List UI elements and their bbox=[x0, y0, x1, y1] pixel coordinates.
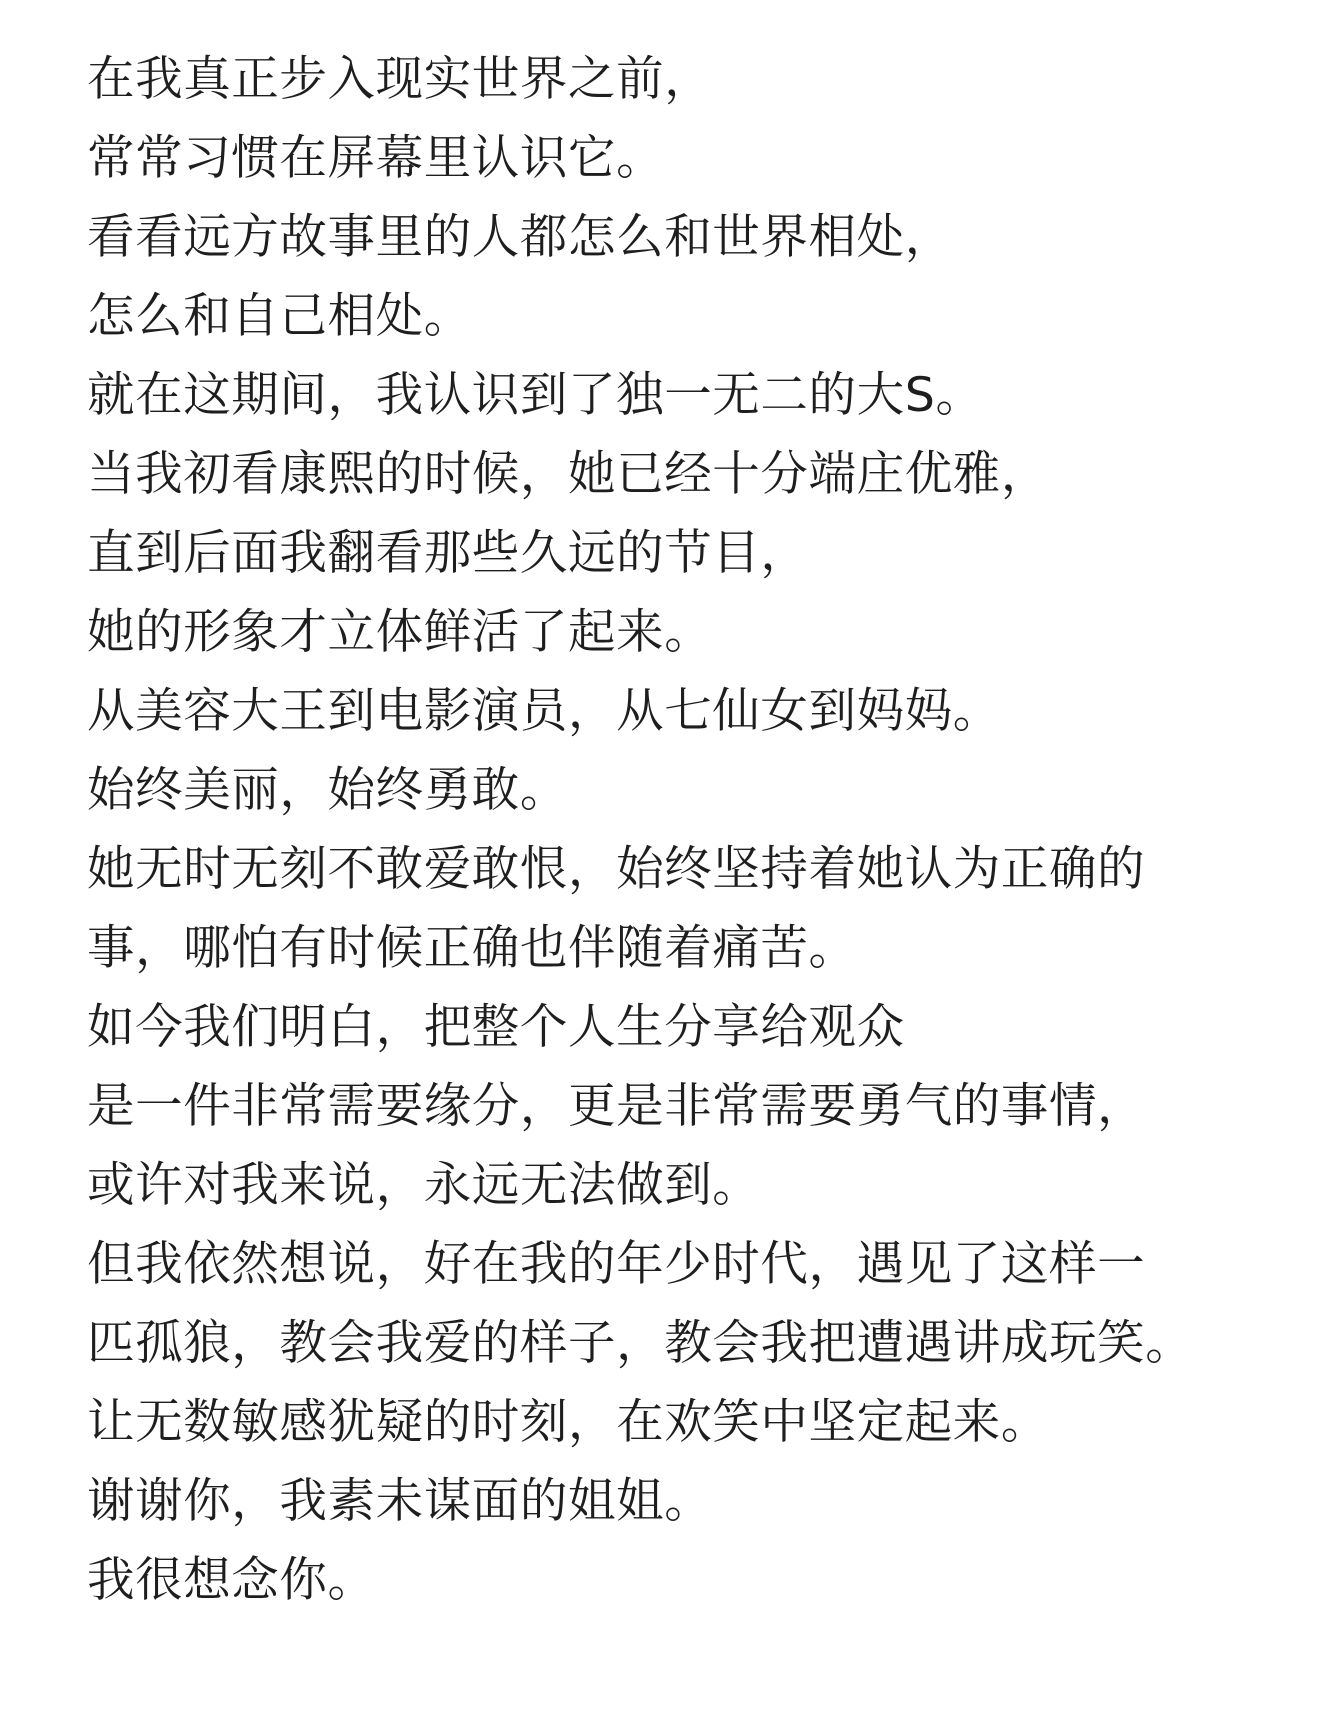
text-line: 但我依然想说，好在我的年少时代，遇见了这样一 bbox=[87, 1237, 1146, 1292]
text-line: 谢谢你，我素未谋面的姐姐。 bbox=[87, 1474, 713, 1529]
text-line: 当我初看康熙的时候，她已经十分端庄优雅， bbox=[87, 447, 1049, 502]
text-line: 在我真正步入现实世界之前， bbox=[87, 52, 713, 107]
text-line: 让无数敏感犹疑的时刻，在欢笑中坚定起来。 bbox=[87, 1395, 1049, 1450]
text-line: 如今我们明白，把整个人生分享给观众 bbox=[87, 1000, 905, 1055]
text-line: 是一件非常需要缘分，更是非常需要勇气的事情， bbox=[87, 1079, 1146, 1134]
text-line: 就在这期间，我认识到了独一无二的大S。 bbox=[87, 368, 984, 423]
text-line: 匹孤狼，教会我爱的样子，教会我把遭遇讲成玩笑。 bbox=[87, 1316, 1194, 1371]
text-line: 她无时无刻不敢爱敢恨，始终坚持着她认为正确的 bbox=[87, 842, 1146, 897]
text-line: 看看远方故事里的人都怎么和世界相处， bbox=[87, 210, 953, 265]
text-line: 常常习惯在屏幕里认识它。 bbox=[87, 131, 665, 186]
letter-text-block bbox=[87, 40, 1287, 1620]
text-line: 始终美丽，始终勇敢。 bbox=[87, 763, 568, 818]
text-line: 她的形象才立体鲜活了起来。 bbox=[87, 605, 713, 660]
text-line: 我很想念你。 bbox=[87, 1553, 376, 1608]
text-line: 直到后面我翻看那些久远的节目， bbox=[87, 526, 809, 581]
text-line: 事，哪怕有时候正确也伴随着痛苦。 bbox=[87, 921, 857, 976]
text-line: 怎么和自己相处。 bbox=[87, 289, 472, 344]
text-line: 从美容大王到电影演员，从七仙女到妈妈。 bbox=[87, 684, 1001, 739]
text-line: 或许对我来说，永远无法做到。 bbox=[87, 1158, 761, 1213]
